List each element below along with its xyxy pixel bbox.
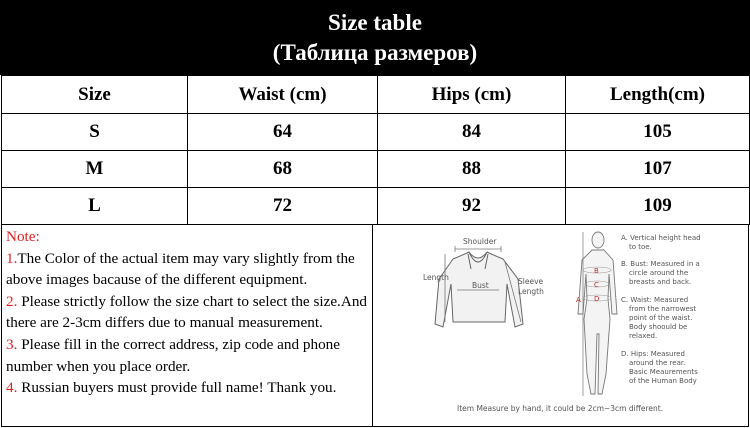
notes-panel bbox=[1, 224, 373, 427]
col-header-size: Size bbox=[2, 76, 188, 114]
table-row bbox=[2, 151, 750, 188]
length-label: Length bbox=[423, 273, 449, 282]
col-header-length: Length(cm) bbox=[566, 76, 750, 114]
note-number: 4. bbox=[6, 379, 18, 397]
notes-title: Note: bbox=[6, 228, 40, 245]
body-illustration-icon bbox=[578, 232, 617, 394]
col-header-waist: Waist (cm) bbox=[188, 76, 378, 114]
cell-hips: 84 bbox=[378, 114, 566, 151]
cell-length: 105 bbox=[566, 114, 750, 151]
note-text: Please strictly follow the size chart to select the size.And there are 2-3cm differs due to manual measurement. bbox=[6, 292, 368, 332]
cell-length: 109 bbox=[566, 188, 750, 225]
marker-d: D bbox=[594, 295, 600, 303]
note-text: Please fill in the correct address, zip code and phone number when you place order. bbox=[6, 335, 341, 375]
cell-length: 107 bbox=[566, 151, 750, 188]
measurement-legend bbox=[621, 234, 703, 385]
cell-size: S bbox=[2, 114, 188, 151]
cell-size: L bbox=[2, 188, 188, 225]
note-item bbox=[6, 334, 368, 377]
marker-b: B bbox=[594, 267, 599, 275]
cell-size: M bbox=[2, 151, 188, 188]
cell-waist: 64 bbox=[188, 114, 378, 151]
legend-b: B. Bust: Measured in a circle around the breasts and back. bbox=[621, 260, 700, 286]
bust-label: Bust bbox=[472, 281, 489, 290]
legend-d: D. Hips: Measured around the rear. Basic Meaurements of the Human Body bbox=[621, 350, 698, 385]
measure-footnote: Item Measure by hand, it could be 2cm~3cm different. bbox=[457, 404, 664, 413]
note-item bbox=[6, 377, 368, 399]
note-number: 1. bbox=[6, 249, 18, 267]
note-text: The Color of the actual item may vary slightly from the above images bacause of the different equipment. bbox=[6, 249, 355, 289]
col-header-hips: Hips (cm) bbox=[378, 76, 566, 114]
legend-c: C. Waist: Measured from the narrowest point of the waist. Body shoould be relaxed. bbox=[621, 296, 697, 340]
table-row bbox=[2, 114, 750, 151]
sleeve-label: Sleeve bbox=[518, 277, 544, 286]
marker-a: A bbox=[576, 296, 581, 304]
sleeve-length-label: Length bbox=[518, 287, 544, 296]
note-item bbox=[6, 291, 368, 334]
cell-waist: 72 bbox=[188, 188, 378, 225]
size-table-header bbox=[0, 0, 750, 75]
size-table bbox=[1, 75, 750, 225]
page-title: Size table bbox=[328, 9, 422, 35]
cell-waist: 68 bbox=[188, 151, 378, 188]
note-text: Russian buyers must provide full name! Thank you. bbox=[17, 379, 337, 397]
measurement-diagram bbox=[373, 224, 749, 427]
table-row bbox=[2, 188, 750, 225]
note-number: 3. bbox=[6, 335, 18, 353]
note-item bbox=[6, 248, 368, 291]
marker-c: C bbox=[594, 281, 599, 289]
shoulder-arrow-icon bbox=[455, 246, 501, 252]
page-subtitle: (Таблица размеров) bbox=[272, 39, 478, 65]
note-number: 2. bbox=[6, 292, 18, 310]
legend-a: A. Vertical height head to toe. bbox=[621, 234, 701, 251]
measurement-diagram-svg bbox=[373, 224, 749, 427]
cell-hips: 92 bbox=[378, 188, 566, 225]
shoulder-label: Shoulder bbox=[463, 237, 497, 246]
cell-hips: 88 bbox=[378, 151, 566, 188]
table-header-row bbox=[2, 76, 750, 114]
